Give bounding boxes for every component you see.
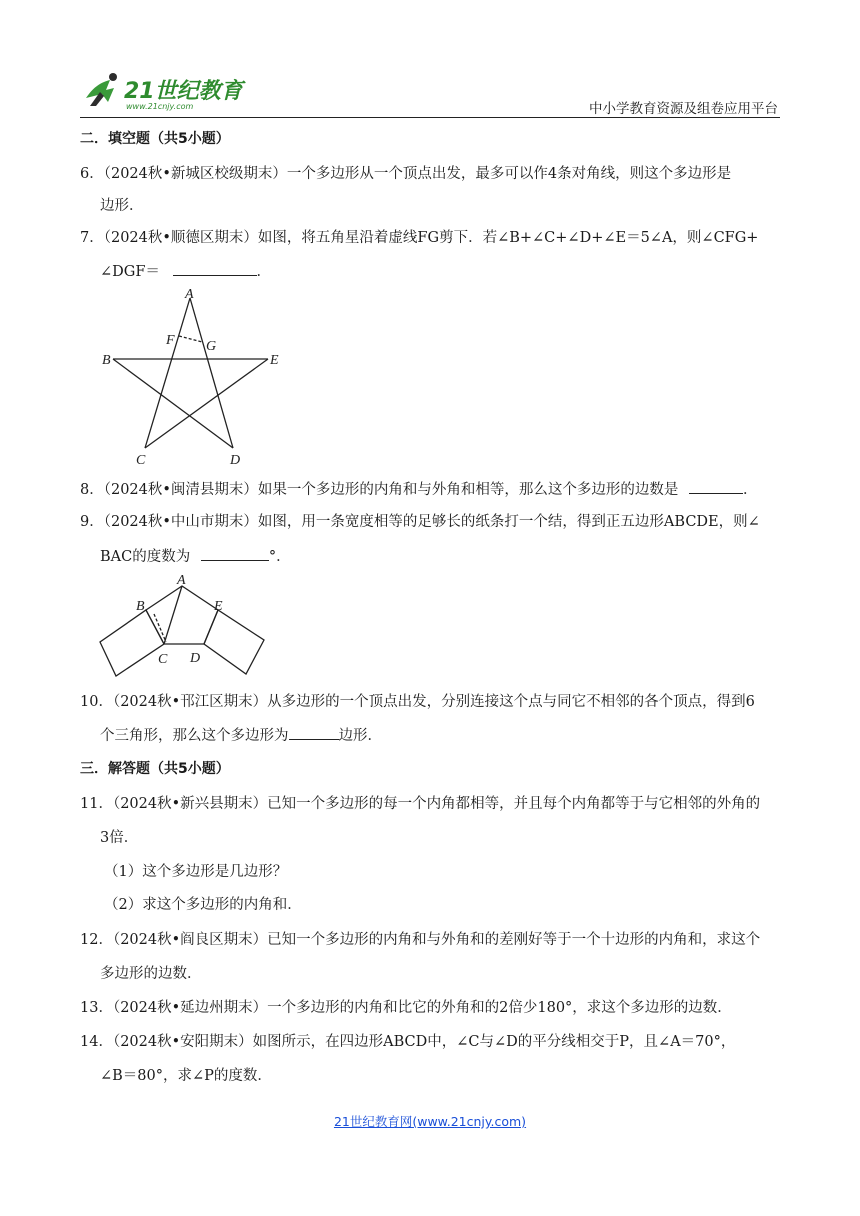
section-title-fill-blank: 二．填空题（共5小题） [80,131,230,147]
q6-line1: 6．（2024秋•新城区校级期末）一个多边形从一个顶点出发，最多可以作4条对角线，则这个多边形是 [80,166,732,182]
q9-line1: 9．（2024秋•中山市期末）如图，用一条宽度相等的足够长的纸条打一个结，得到正五边形ABCDE，则∠ [80,514,760,530]
segment-AC [164,586,182,644]
q12-line2: 多边形的边数． [100,966,202,982]
label-E: E [270,353,279,368]
q11-sub1: （1）这个多边形是几边形？ [104,864,288,880]
q7-line2 [100,260,271,281]
section-title-solve: 三．解答题（共5小题） [80,761,230,777]
q8-line [80,478,758,499]
logo-url: www.21cnjy.com [126,102,194,111]
header-divider [80,117,780,118]
q7-line1: 7．（2024秋•顺德区期末）如图，将五角星沿着虚线FG剪下．若∠B+∠C+∠D+∠E＝5∠A，则∠CFG+ [80,230,759,246]
q14-line2: ∠B＝80°，求∠P的度数． [100,1068,272,1084]
q11-sub2: （2）求这个多边形的内角和． [104,897,302,913]
pentagon-knot-figure [98,570,268,682]
q10-text: 个三角形，那么这个多边形为 [100,728,289,744]
q6-line2: 边形． [100,198,144,214]
q8-answer-blank[interactable] [689,479,743,494]
q11-line2: 3倍． [100,830,139,846]
logo-text: 21世纪教育 [124,79,243,104]
edge-E-C [145,359,268,448]
label-F: F [166,333,175,348]
q9-line2 [100,545,291,566]
cut-line-FG [179,336,202,342]
q11-line1: 11．（2024秋•新兴县期末）已知一个多边形的每一个内角都相等，并且每个内角都等于与它相邻的外角的 [80,796,761,812]
label-C: C [158,652,168,667]
edge-B-D [113,359,233,448]
label-A: A [177,573,186,588]
q7-answer-blank[interactable] [173,261,257,276]
q13-text: 13．（2024秋•延边州期末）一个多边形的内角和比它的外角和的2倍少180°，求这个多边形的边数． [80,1000,732,1016]
q12-line1: 12．（2024秋•阎良区期末）已知一个多边形的内角和与外角和的差刚好等于一个十边形的内角和，求这个 [80,932,761,948]
left-strip [100,610,164,676]
pentagram-figure [98,286,288,468]
label-E: E [214,599,223,614]
platform-title: 中小学教育资源及组卷应用平台 [589,101,778,117]
q10-tail: 边形． [338,728,382,744]
q7-period: ． [256,264,272,280]
label-D: D [230,453,241,468]
edge-A-D [190,298,233,448]
q8-text: 8．（2024秋•闽清县期末）如果一个多边形的内角和与外角和相等，那么这个多边形的边数是 [80,482,679,498]
site-logo [80,68,255,112]
right-strip [204,610,264,674]
q7-angle-sum: ∠DGF＝ [100,264,160,280]
q8-period: ． [743,482,758,498]
label-G: G [206,339,217,354]
q9-angle-text: BAC的度数为 [100,549,191,565]
q10-line1: 10．（2024秋•邗江区期末）从多边形的一个顶点出发，分别连接这个点与同它不相邻的各个顶点，得到6 [80,694,755,710]
label-A: A [185,287,194,302]
label-C: C [136,453,146,468]
q10-answer-blank[interactable] [289,725,339,740]
label-D: D [190,651,201,666]
label-B: B [102,353,111,368]
q14-line1: 14．（2024秋•安阳期末）如图所示，在四边形ABCD中，∠C与∠D的平分线相交于P，且∠A＝70°， [80,1034,736,1050]
footer-link[interactable]: 21世纪教育网(www.21cnjy.com) [333,1114,527,1129]
label-B: B [136,599,145,614]
q9-answer-blank[interactable] [201,546,269,561]
q9-degree: °． [268,549,291,565]
q10-line2 [100,724,382,745]
edge-A-C [145,298,190,448]
